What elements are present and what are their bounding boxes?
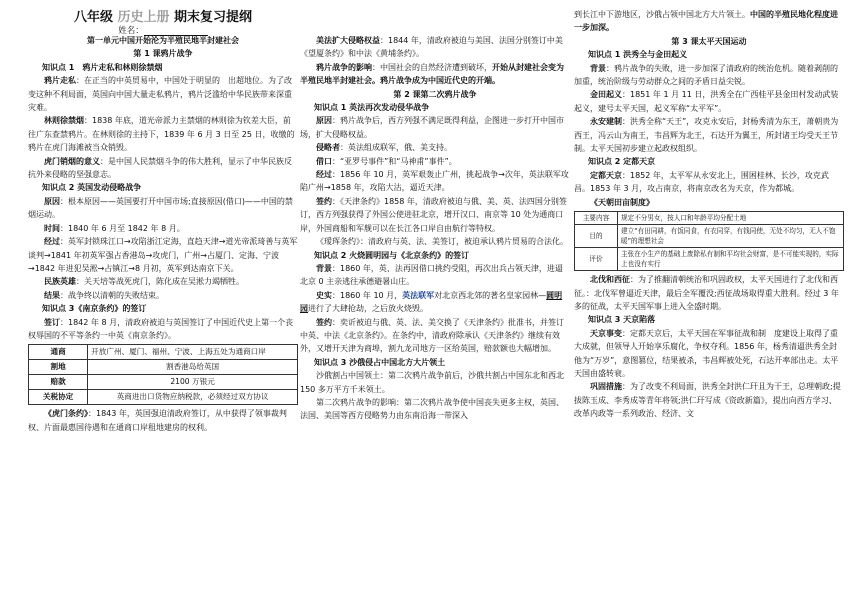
table-cell: 主要内容 [575, 212, 618, 225]
knowledge-point-3: 知识点 3 沙俄侵占中国北方大片领土 [314, 357, 446, 367]
lesson-2-heading: 第 2 课第二次鸦片战争 [393, 89, 477, 99]
paragraph: 永安建制：洪秀全称“天王”，攻克永安后，封杨秀清为东王，萧朝贵为西王，冯云山为南王，韦昌辉为北王，石达开为翼王，所封诸王均受天王节制。太平天国初步建立起政权组织。 [574, 117, 839, 154]
paragraph: 原因：鸦片战争后，西方列强不满足既得利益，企图进一步打开中国市场，扩大侵略权益。 [300, 116, 564, 139]
paragraph: 背景：1860 年，英、法再因借口挑约受阻，再次出兵占领天津，进逼北京 0 主亲逃往承德避暑山庄。 [300, 263, 563, 287]
paragraph: 时间：1840 年 6 月至 1842 年 8 月。 [44, 223, 185, 233]
paragraph: 侵略者：英法组成联军，俄、美支持。 [316, 143, 452, 153]
paragraph: 经过：英军封锁珠江口→攻陷浙江定海，直趋天津→道光帝派琦善与英军谈判→1841 年初英军强占香港岛→攻虎门，广州→占厦门、定海、宁波→1842 年进犯吴淞→占镇江→8 月初，英军到达南京下关。 [28, 237, 298, 273]
paragraph: 沙俄割占中国领土：第二次鸦片战争前后，沙俄共割占中国东北和西北 150 多万平方千米领土。 [300, 371, 564, 394]
table-cell: 评价 [575, 248, 618, 271]
table-cell: 割地 [29, 360, 88, 375]
paragraph: 鸦片走私：在正当的中英贸易中，中国处于明显的 出超地位。为了改变这种不利局面，英国向中国大量走私鸦片，鸦片泛滥给中华民族带来深重灾难。 [28, 76, 292, 113]
table-cell: 2100 万银元 [88, 375, 298, 390]
table-cell: 目的 [575, 225, 618, 248]
paragraph: 借口：“亚罗号事件”和“马神甫”事件”。 [316, 156, 457, 166]
table-row [575, 225, 844, 248]
paragraph: 背景：鸦片战争的失败，进一步加深了清政府的统治危机。随着剥削的加重，统治阶级与劳动群众之间的矛盾日益尖锐。 [574, 63, 838, 87]
table-cell: 割香港岛给英国 [88, 360, 298, 375]
table-row [29, 390, 298, 405]
paragraph: 巩固措施：为了改变不利局面，洪秀全封洪仁玕且为干王，总理朝政;提拔陈玉成、李秀成等青年将领;洪仁玕写成《资政新篇》，提出向西方学习、改革内政等一系列政治、经济、文 [574, 382, 841, 419]
knowledge-point-1: 知识点 1 鸦片走私和林则徐禁烟 [42, 62, 163, 72]
column-2 [300, 34, 570, 423]
page-title [28, 6, 298, 25]
paragraph: 签约：《天津条约》1858 年，清政府被迫与俄、美、英、法四国分别签订，西方列强获得了外国公使进驻北京，增开汉口、南京等 10 处为通商口岸，外国商船和军舰可以在长江各口岸自由航行等特权。 [300, 196, 567, 233]
paragraph: 《虎门条约》：1843 年，英国强迫清政府签订，从中获得了领事裁判权、片面最惠国待遇和在通商口岸租地建房的权利。 [28, 409, 287, 432]
table-row [29, 375, 298, 390]
column-1 [28, 34, 298, 434]
paragraph: 林则徐禁烟：1838 年底，道光帝派力主禁烟的林则徐为钦差大臣，前往广东查禁鸦片。在林则徐的主持下，1839 年 6 月 3 日至 25 日，收缴的鸦片在虎门海滩被当众销毁。 [28, 116, 295, 153]
paragraph: 美法扩大侵略权益：1844 年，清政府被迫与美国、法国分别签订中美《望厦条约》和中法《黄埔条约》。 [300, 36, 563, 59]
paragraph: 签约：奕䜣被迫与俄、英、法、美交换了《天津条约》批准书，并签订中英、中法《北京条约》。在条约中，清政府除承认《天津条约》继续有效外，又增开天津为商埠，割九龙司地方一区给英国，赔款额也大幅增加。 [300, 317, 564, 354]
table-row [29, 345, 298, 360]
subject-label: 历史上册 [117, 10, 170, 25]
paragraph: 虎门销烟的意义：是中国人民禁烟斗争的伟大胜利，显示了中华民族反抗外来侵略的坚强意志。 [28, 156, 292, 180]
grade-label: 八年级 [73, 10, 113, 25]
paragraph: 金田起义：1851 年 1 月 11 日，洪秀全在广西桂平县金田村发动武装起义，建号太平天国，起义军称“太平军”。 [574, 90, 839, 113]
paragraph: 天京事变：定都天京后，太平天国在军事征战和制 度建设上取得了重大成就，但领导人开始享乐腐化，争权夺利。1856 年，杨秀清逼洪秀全封他为“万岁”，意图篡位，结果被杀，韦昌辉被处死，石达开率部出走。太平天国由盛转衰。 [574, 328, 839, 378]
paragraph: 定都天京：1852 年，太平军从永安北上，围困桂林、长沙，攻克武昌。1853 年 3 月，攻占南京，将南京改名为天京，作为都城。 [574, 170, 829, 194]
table-cell: 建立“有田同耕，有饭同食，有衣同穿，有钱同使，无处不均匀，无人不饱暖”的理想社会 [618, 225, 844, 248]
knowledge-point-2: 知识点 2 火烧圆明园与《北京条约》的签订 [314, 250, 470, 260]
knowledge-point-1: 知识点 1 英法再次发动侵华战争 [314, 103, 430, 113]
unit-heading: 第一单元中国开始沦为半殖民地半封建社会 [87, 36, 239, 45]
land-system-table [574, 211, 844, 271]
knowledge-point-3: 知识点 3《南京条约》的签订 [42, 304, 147, 314]
table-row [575, 248, 844, 271]
table-cell: 赔款 [29, 375, 88, 390]
paragraph: 史实：1860 年 10 月，英法联军对北京西北郊的著名皇家园林—圆明园进行了大肆抢劫，之后放火烧毁。 [300, 290, 563, 314]
paragraph: 《瑷珲条约》：清政府与英、法、美签订，被迫承认鸦片贸易的合法化。 [316, 237, 568, 247]
table-cell: 主张在小生产的基础上废除私有制和平均社会财富，是不可能实现的，实际上也没有实行 [618, 248, 844, 271]
paragraph: 原因：根本原因——英国要打开中国市场;直接原因(借口)——中国的禁烟运动。 [28, 196, 293, 220]
treaty-table [28, 344, 298, 405]
paragraph: 北伐和西征：为了推翻清朝统治和巩固政权，太平天国进行了北伐和西征。：北伐军曾逼近天津，最后全军覆没;西征战场取得重大胜利。经过 3 年多的征战，太平天国军事上进入全盛时期。 [574, 275, 839, 311]
table-cell: 英商进出口货物应纳税款，必须经过双方协议 [88, 390, 298, 405]
table-cell: 开放广州、厦门、福州、宁波、上海五处为通商口岸 [88, 345, 298, 360]
paragraph: 第二次鸦片战争的影响：第二次鸦片战争使中国丧失更多主权，英国、法国、美国等西方侵略势力由东南沿海一带深入 [300, 397, 564, 421]
table-cell: 规定不分男女，按人口和年龄平均分配土地 [618, 212, 844, 225]
lesson-3-heading: 第 3 课太平天国运动 [671, 36, 747, 46]
knowledge-point-1: 知识点 1 洪秀全与金田起义 [588, 50, 688, 60]
paragraph: 民族英雄：关天培等战死虎门，陈化成在吴淞力竭牺牲。 [44, 277, 244, 287]
column-3 [574, 8, 844, 421]
knowledge-point-2: 知识点 2 定都天京 [588, 157, 656, 167]
table-row [29, 360, 298, 375]
paragraph: 结果：战争终以清朝的失败结束。 [44, 290, 164, 300]
knowledge-point-3: 知识点 3 天京陷落 [588, 315, 656, 325]
table-row [575, 212, 844, 225]
table-cell: 通商 [29, 345, 88, 360]
paragraph: 鸦片战争的影响：中国社会的自然经济遭到破坏，开始从封建社会变为半殖民地半封建社会。鸦片战争成为中国近代史的开端。 [300, 62, 564, 86]
exam-label: 期末复习提纲 [174, 10, 253, 25]
paragraph: 签订：1842 年 8 月，清政府被迫与英国签订了中国近代史上第一个丧权辱国的不平等条约一中英《南京条约》。 [28, 317, 294, 340]
lesson-1-heading: 第 1 课鸦片战争 [133, 49, 193, 59]
paragraph: 经过：1856 年 10 月，英军艰轰止广州，挑起战争→次年，英法联军攻陷广州→1858 年，攻陷大沽，逼近天津。 [300, 170, 569, 193]
knowledge-point-2: 知识点 2 英国发动侵略战争 [42, 183, 142, 193]
name-label: 姓名： [118, 26, 144, 36]
table-cell: 关税协定 [29, 390, 88, 405]
table-title: 《天朝田亩制度》 [590, 197, 654, 207]
paragraph: 到长江中下游地区，沙俄占领中国北方大片领土。中国的半殖民地化程度进一步加深。 [574, 10, 838, 33]
